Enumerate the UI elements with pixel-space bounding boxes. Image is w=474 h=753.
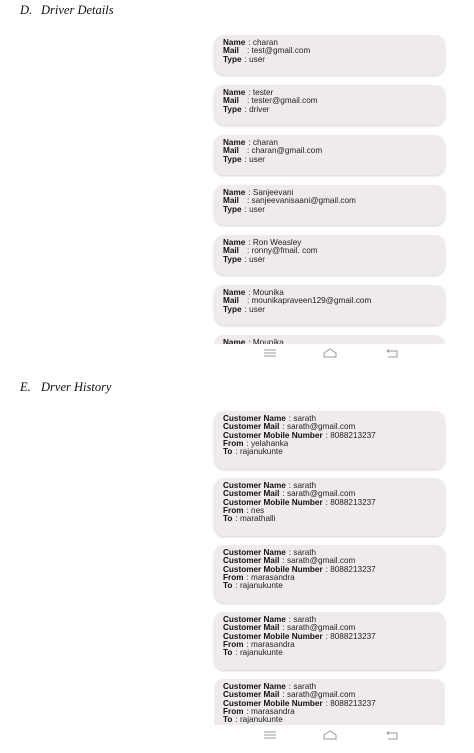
customer-mobile-value: : 8088213237: [325, 430, 376, 440]
name-label: Name: [223, 238, 246, 247]
history-card[interactable]: [214, 545, 445, 603]
back-icon[interactable]: [382, 728, 402, 742]
customer-mobile-label: Customer Mobile Number: [223, 430, 323, 440]
customer-name-label: Customer Name: [223, 481, 286, 490]
customer-name-value: : sarath: [288, 414, 317, 423]
mail-label: Mail: [223, 246, 239, 256]
mail-label: Mail: [223, 196, 239, 206]
customer-mail-value: : sarath@gmail.com: [282, 556, 356, 566]
menu-icon[interactable]: [260, 346, 280, 360]
mail-value: : test@gmail.com: [246, 46, 311, 56]
driver-card[interactable]: [214, 135, 445, 175]
mail-value: : ronny@fmail. com: [246, 246, 318, 256]
android-navbar: [210, 728, 450, 742]
mail-value: : charan@gmail.com: [246, 146, 323, 156]
customer-name-value: : sarath: [288, 682, 317, 691]
customer-name-value: : sarath: [288, 615, 317, 624]
to-value: : rajanukunte: [235, 715, 283, 725]
section-index: E.: [20, 380, 31, 394]
from-label: From: [223, 639, 244, 649]
name-label: Name: [223, 88, 246, 97]
history-card[interactable]: [214, 411, 445, 469]
name-label: Name: [223, 338, 246, 344]
from-label: From: [223, 505, 244, 515]
customer-mail-label: Customer Mail: [223, 556, 280, 566]
mail-label: Mail: [223, 296, 239, 306]
type-value: : user: [244, 254, 265, 264]
to-label: To: [223, 715, 233, 725]
type-label: Type: [223, 154, 242, 164]
type-label: Type: [223, 254, 242, 264]
customer-mobile-label: Customer Mobile Number: [223, 497, 323, 507]
type-label: Type: [223, 104, 242, 114]
driver-card[interactable]: [214, 85, 445, 125]
type-value: : driver: [244, 104, 270, 114]
type-value: : user: [244, 204, 265, 214]
customer-mobile-label: Customer Mobile Number: [223, 564, 323, 574]
name-value: : charan: [248, 38, 278, 47]
from-label: From: [223, 438, 244, 448]
from-value: : yelahanka: [246, 438, 289, 448]
customer-mail-label: Customer Mail: [223, 422, 280, 432]
android-navbar: [210, 346, 450, 360]
type-value: : user: [244, 154, 265, 164]
driver-history-screen: [210, 408, 450, 748]
section-index: D.: [20, 3, 33, 17]
name-value: : tester: [248, 88, 274, 97]
customer-mobile-label: Customer Mobile Number: [223, 631, 323, 641]
type-label: Type: [223, 304, 242, 314]
to-label: To: [223, 514, 233, 524]
partial-card-clip: [214, 335, 445, 344]
customer-mobile-value: : 8088213237: [325, 631, 376, 641]
driver-card[interactable]: [214, 235, 445, 275]
customer-mail-value: : sarath@gmail.com: [282, 489, 356, 499]
customer-mail-label: Customer Mail: [223, 623, 280, 633]
customer-name-label: Customer Name: [223, 615, 286, 624]
menu-icon[interactable]: [260, 728, 280, 742]
customer-name-value: : sarath: [288, 481, 317, 490]
customer-mail-label: Customer Mail: [223, 690, 280, 700]
type-label: Type: [223, 204, 242, 214]
partial-card-clip: [214, 679, 445, 725]
type-label: Type: [223, 54, 242, 64]
type-value: : user: [244, 304, 265, 314]
customer-mail-value: : sarath@gmail.com: [282, 623, 356, 633]
mail-value: : sanjeevanisaani@gmail.com: [246, 196, 356, 206]
from-value: : marasandra: [246, 639, 295, 649]
customer-name-value: : sarath: [288, 548, 317, 557]
mail-label: Mail: [223, 96, 239, 106]
name-value: : Mounika: [248, 288, 284, 297]
from-value: : nes: [246, 505, 265, 515]
driver-card[interactable]: [214, 335, 445, 344]
name-label: Name: [223, 188, 246, 197]
section-heading: Driver Details: [41, 3, 114, 17]
to-value: : marathalli: [235, 514, 276, 524]
to-label: To: [223, 447, 233, 457]
customer-name-label: Customer Name: [223, 414, 286, 423]
to-label: To: [223, 581, 233, 591]
customer-mobile-value: : 8088213237: [325, 497, 376, 507]
to-value: : rajanukunte: [235, 581, 283, 591]
customer-mobile-value: : 8088213237: [325, 698, 376, 708]
customer-name-label: Customer Name: [223, 548, 286, 557]
driver-card[interactable]: [214, 285, 445, 325]
name-value: : Mounika: [248, 338, 284, 344]
customer-mail-value: : sarath@gmail.com: [282, 422, 356, 432]
history-card[interactable]: [214, 478, 445, 536]
name-value: : charan: [248, 138, 278, 147]
to-value: : rajanukunte: [235, 447, 283, 457]
driver-card[interactable]: [214, 35, 445, 75]
home-icon[interactable]: [320, 346, 340, 360]
from-label: From: [223, 572, 244, 582]
name-label: Name: [223, 288, 246, 297]
customer-mobile-label: Customer Mobile Number: [223, 698, 323, 708]
mail-label: Mail: [223, 46, 239, 56]
mail-value: : tester@gmail.com: [246, 96, 318, 106]
history-card[interactable]: [214, 612, 445, 670]
from-label: From: [223, 706, 244, 716]
home-icon[interactable]: [320, 728, 340, 742]
to-label: To: [223, 648, 233, 658]
to-value: : rajanukunte: [235, 648, 283, 658]
section-title-driver-history: [20, 380, 111, 395]
from-value: : marasandra: [246, 572, 295, 582]
name-value: : Ron Weasley: [248, 238, 302, 247]
driver-details-screen: [210, 30, 450, 360]
name-value: : Sanjeevani: [248, 188, 294, 197]
customer-mobile-value: : 8088213237: [325, 564, 376, 574]
history-card[interactable]: [214, 679, 445, 725]
section-heading: Drver History: [41, 380, 112, 394]
back-icon[interactable]: [382, 346, 402, 360]
name-label: Name: [223, 138, 246, 147]
name-label: Name: [223, 38, 246, 47]
customer-name-label: Customer Name: [223, 682, 286, 691]
mail-label: Mail: [223, 146, 239, 156]
customer-mail-label: Customer Mail: [223, 489, 280, 499]
type-value: : user: [244, 54, 265, 64]
driver-card[interactable]: [214, 185, 445, 225]
from-value: : marasandra: [246, 706, 295, 716]
mail-value: : mounikapraveen129@gmail.com: [246, 296, 372, 306]
section-title-driver-details: [20, 3, 114, 18]
customer-mail-value: : sarath@gmail.com: [282, 690, 356, 700]
